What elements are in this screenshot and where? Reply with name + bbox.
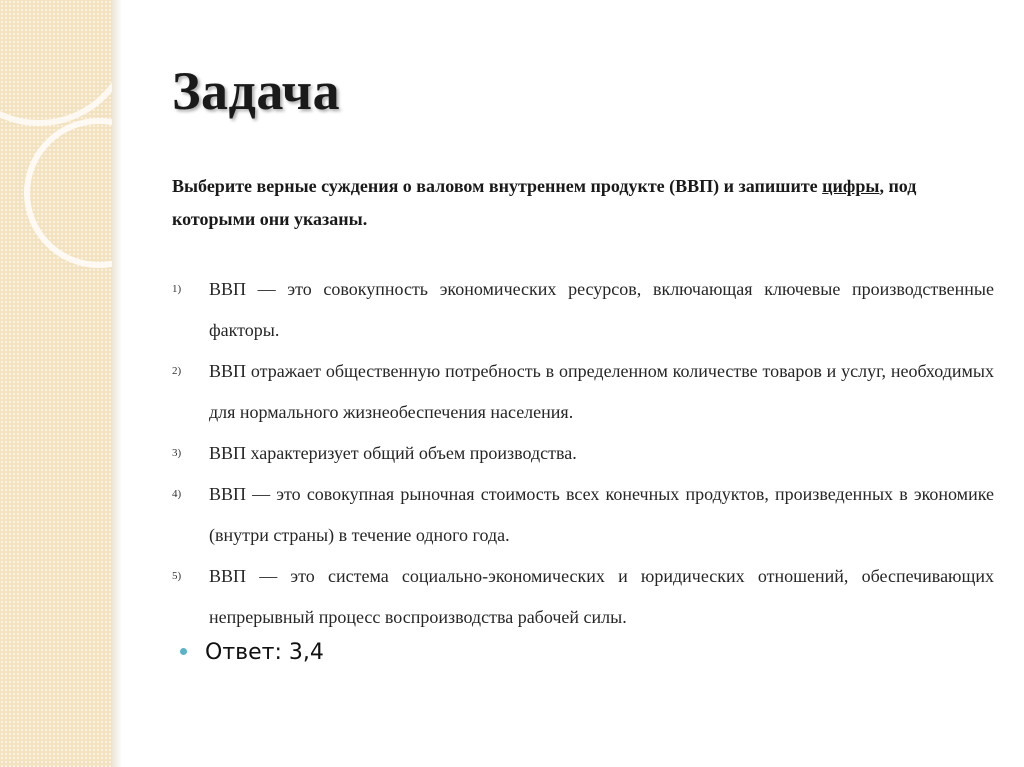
statement-list (172, 269, 994, 638)
decorative-ring-small (24, 118, 112, 268)
statement-item (172, 351, 994, 433)
statement-number: 1) (172, 283, 182, 295)
side-band-shadow (112, 0, 122, 767)
decorative-side-band (0, 0, 112, 767)
statement-number: 5) (172, 570, 182, 582)
bullet-dot-icon (180, 648, 187, 655)
statement-item (172, 433, 994, 474)
statement-item (172, 556, 994, 638)
statement-text: ВВП — это совокупность экономических ресурсов, включающая ключевые производственные факторы. (209, 279, 994, 340)
decorative-ring-large (0, 0, 112, 126)
statement-text: ВВП — это система социально-экономических и юридических отношений, обеспечивающих непрерывный процесс воспроизводства рабочей силы. (209, 566, 994, 627)
statement-number: 3) (172, 447, 182, 459)
statement-number: 2) (172, 365, 182, 377)
statement-text: ВВП — это совокупная рыночная стоимость всех конечных продуктов, произведенных в экономике (внутри страны) в течение одного года. (209, 484, 994, 545)
statement-text: ВВП характеризует общий объем производства. (209, 443, 577, 463)
statement-text: ВВП отражает общественную потребность в определенном количестве товаров и услуг, необходимых для нормального жизнеобеспечения населения. (209, 361, 994, 422)
slide-title: Задача (172, 61, 341, 121)
answer-line (180, 640, 324, 665)
statement-number: 4) (172, 488, 182, 500)
instruction-underlined-word: цифры (822, 176, 880, 196)
instruction-text-part2: , под которыми они указаны. (172, 176, 917, 229)
statement-item (172, 474, 994, 556)
answer-text: Ответ: 3,4 (205, 640, 324, 665)
task-instruction (172, 170, 992, 236)
statement-item (172, 269, 994, 351)
instruction-text-part1: Выберите верные суждения о валовом внутреннем продукте (ВВП) и запишите (172, 176, 823, 196)
